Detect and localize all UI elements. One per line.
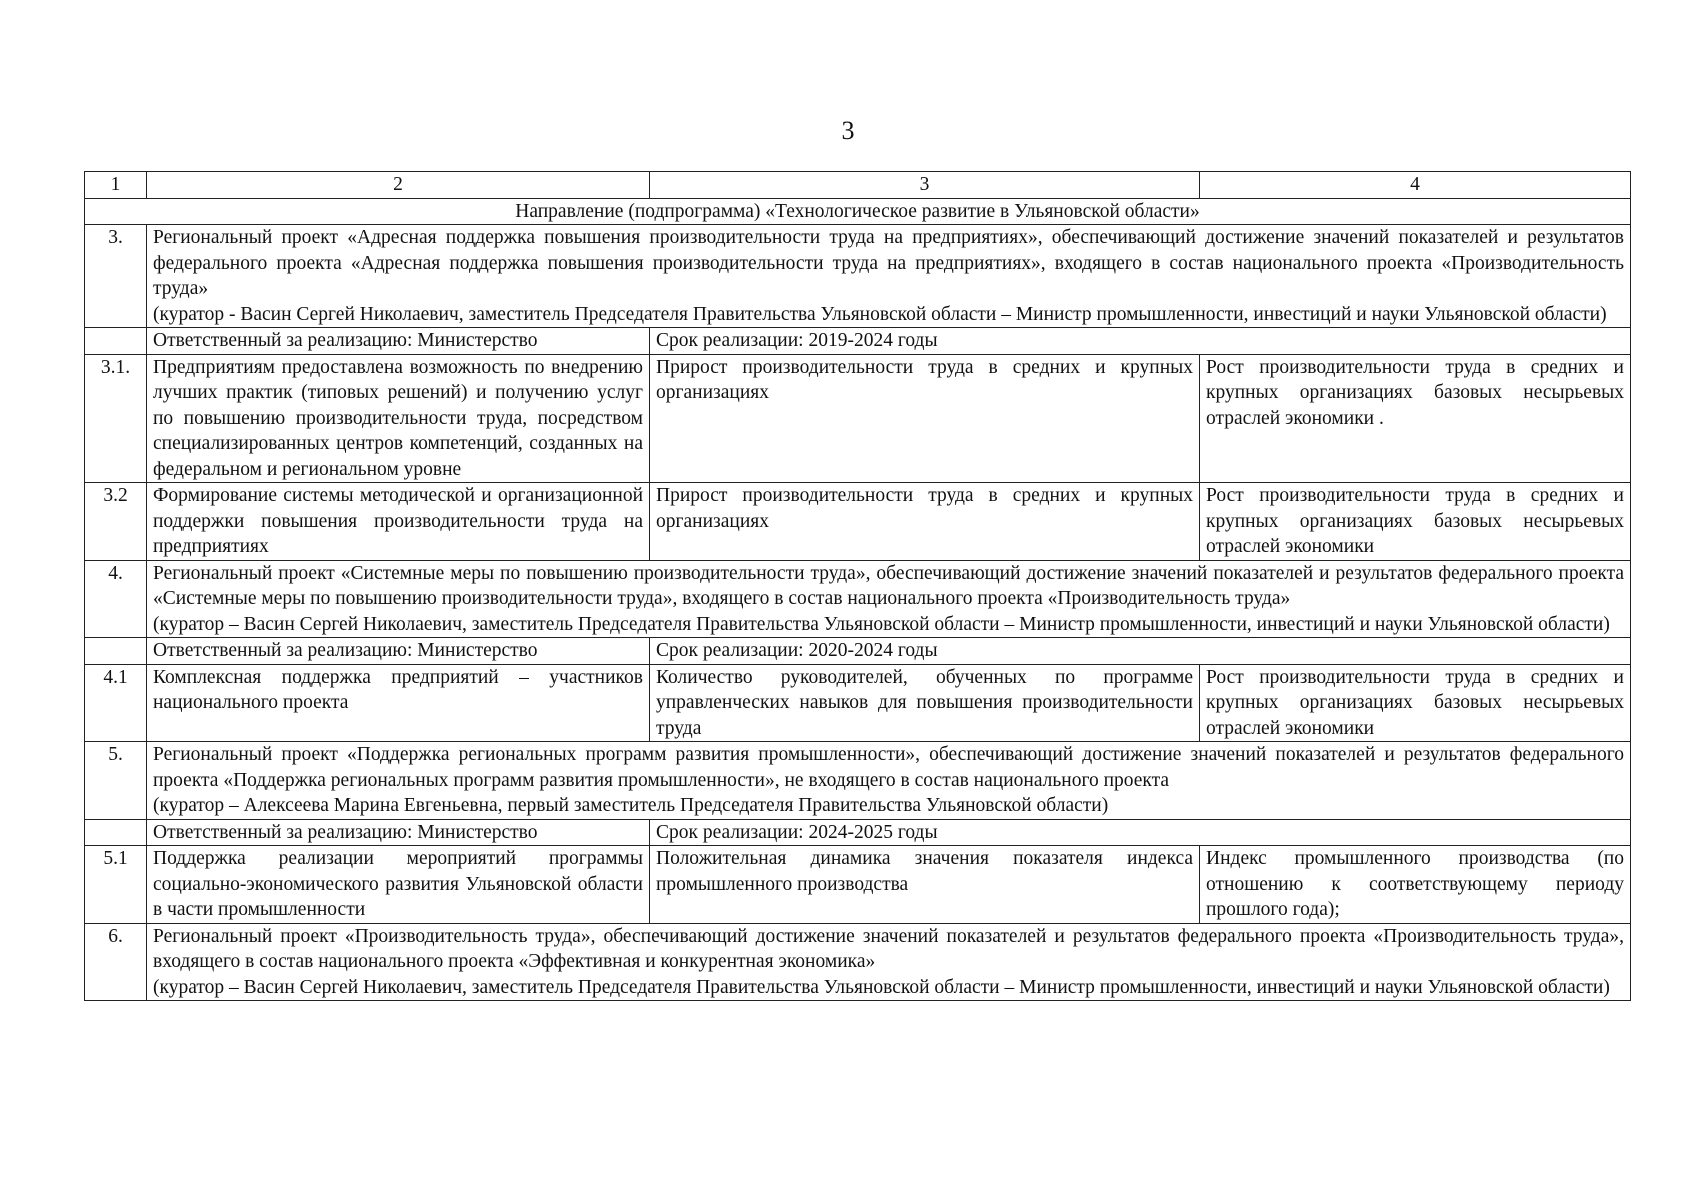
column-number: 4	[1200, 172, 1631, 199]
term-cell: Срок реализации: 2020-2024 годы	[650, 638, 1631, 665]
project-meta-row	[85, 328, 1631, 355]
term-cell: Срок реализации: 2024-2025 годы	[650, 819, 1631, 846]
task-cell: Комплексная поддержка предприятий – участников национального проекта	[147, 664, 650, 742]
table-row	[85, 483, 1631, 561]
task-cell: Предприятиям предоставлена возможность по внедрению лучших практик (типовых решений) и получению услуг по повышению производительности труда, посредством специализированных центров компетенций, созданных на федеральном и региональном уровне	[147, 354, 650, 483]
indicator-cell: Индекс промышленного производства (по отношению к соответствующему периоду прошлого года);	[1200, 846, 1631, 924]
empty-cell	[85, 328, 147, 355]
result-cell: Прирост производительности труда в средних и крупных организациях	[650, 483, 1200, 561]
project-curator: (куратор – Алексеева Марина Евгеньевна, первый заместитель Председателя Правительства Ульяновской области)	[153, 795, 1109, 816]
column-number: 1	[85, 172, 147, 199]
project-row	[85, 225, 1631, 328]
project-number: 5.	[85, 742, 147, 820]
responsible-cell: Ответственный за реализацию: Министерство	[147, 819, 650, 846]
project-number: 3.	[85, 225, 147, 328]
project-row	[85, 923, 1631, 1001]
row-number: 5.1	[85, 846, 147, 924]
responsible-cell: Ответственный за реализацию: Министерство	[147, 638, 650, 665]
program-table	[84, 171, 1631, 1001]
project-description	[147, 225, 1631, 328]
project-description	[147, 923, 1631, 1001]
column-number: 2	[147, 172, 650, 199]
indicator-cell: Рост производительности труда в средних и крупных организациях базовых несырьевых отраслей экономики .	[1200, 354, 1631, 483]
project-row	[85, 560, 1631, 638]
row-number: 4.1	[85, 664, 147, 742]
column-number-row	[85, 172, 1631, 199]
result-cell: Прирост производительности труда в средних и крупных организациях	[650, 354, 1200, 483]
project-title: Региональный проект «Поддержка региональных программ развития промышленности», обеспечивающий достижение значений показателей и результатов федерального проекта «Поддержка региональных программ развития промышленности», не входящего в состав национального проекта	[153, 744, 1624, 791]
term-cell: Срок реализации: 2019-2024 годы	[650, 328, 1631, 355]
project-meta-row	[85, 638, 1631, 665]
result-cell: Количество руководителей, обученных по программе управленческих навыков для повышения производительности труда	[650, 664, 1200, 742]
project-description	[147, 560, 1631, 638]
responsible-cell: Ответственный за реализацию: Министерство	[147, 328, 650, 355]
project-curator: (куратор – Васин Сергей Николаевич, заместитель Председателя Правительства Ульяновской области – Министр промышленности, инвестиций и науки Ульяновской области)	[153, 976, 1610, 998]
project-title: Региональный проект «Адресная поддержка повышения производительности труда на предприятиях», обеспечивающий достижение значений показателей и результатов федерального проекта «Адресная поддержка повышения производительности труда на предприятиях», входящего в состав национального проекта «Производительность труда»	[153, 227, 1624, 299]
project-meta-row	[85, 819, 1631, 846]
table-row	[85, 664, 1631, 742]
project-description	[147, 742, 1631, 820]
empty-cell	[85, 819, 147, 846]
row-number: 3.2	[85, 483, 147, 561]
project-number: 4.	[85, 560, 147, 638]
task-cell: Формирование системы методической и организационной поддержки повышения производительности труда на предприятиях	[147, 483, 650, 561]
indicator-cell: Рост производительности труда в средних и крупных организациях базовых несырьевых отраслей экономики	[1200, 483, 1631, 561]
indicator-cell: Рост производительности труда в средних и крупных организациях базовых несырьевых отраслей экономики	[1200, 664, 1631, 742]
empty-cell	[85, 638, 147, 665]
project-number: 6.	[85, 923, 147, 1001]
row-number: 3.1.	[85, 354, 147, 483]
project-row	[85, 742, 1631, 820]
project-title: Региональный проект «Системные меры по повышению производительности труда», обеспечивающий достижение значений показателей и результатов федерального проекта «Системные меры по повышению производительности труда», входящего в состав национального проекта «Производительность труда»	[153, 562, 1624, 609]
direction-title: Направление (подпрограмма) «Технологическое развитие в Ульяновской области»	[85, 198, 1631, 225]
table-row	[85, 846, 1631, 924]
direction-row	[85, 198, 1631, 225]
project-curator: (куратор – Васин Сергей Николаевич, заместитель Председателя Правительства Ульяновской области – Министр промышленности, инвестиций и науки Ульяновской области)	[153, 613, 1610, 635]
table-row	[85, 354, 1631, 483]
page-number: 3	[841, 116, 855, 145]
task-cell: Поддержка реализации мероприятий программы социально-экономического развития Ульяновской области в части промышленности	[147, 846, 650, 924]
project-curator: (куратор - Васин Сергей Николаевич, заместитель Председателя Правительства Ульяновской области – Министр промышленности, инвестиций и науки Ульяновской области)	[153, 303, 1607, 325]
project-title: Региональный проект «Производительность труда», обеспечивающий достижение значений показателей и результатов федерального проекта «Производительность труда», входящего в состав национального проекта «Эффективная и конкурентная экономика»	[153, 925, 1624, 972]
result-cell: Положительная динамика значения показателя индекса промышленного производства	[650, 846, 1200, 924]
column-number: 3	[650, 172, 1200, 199]
